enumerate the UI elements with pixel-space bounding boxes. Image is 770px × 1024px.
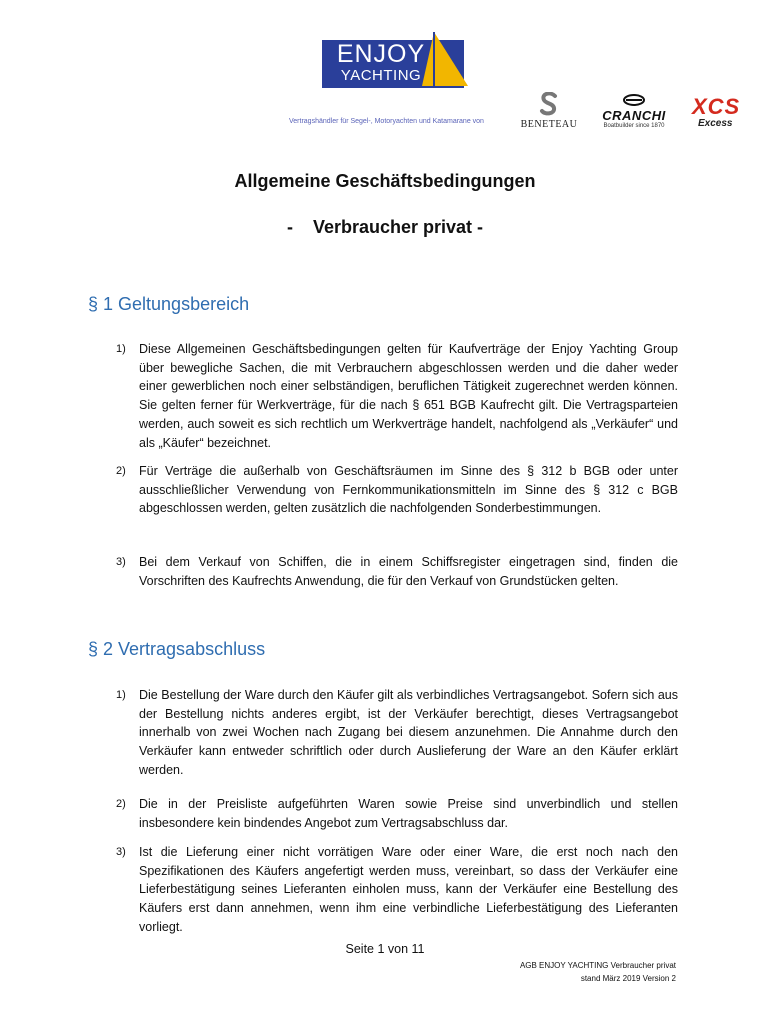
item-text: Diese Allgemeinen Geschäftsbedingungen gelten für Kaufverträge der Enjoy Yachting Group über bewegliche Sachen, die mit Verbrauchern abgeschlossen werden und die daher weder einer gewerblichen noch einer selbständigen, beruflichen Tätigkeit zugerechnet werden können. Sie gelten ferner für Werkverträge, für die nach § 651 BGB Kaufrecht gilt. Die Vertragsparteien werden, auch soweit es sich rechtlich um Werkverträge handelt, nachfolgend als „Verkäufer“ und als „Käufer“ bezeichnet. [139,342,678,450]
section-heading: § 2 Vertragsabschluss [88,639,266,659]
logo-line-1: ENJOY [336,40,426,68]
document-title: Allgemeine Geschäftsbedingungen [234,171,536,191]
document-subtitle: - Verbraucher privat - [286,217,484,237]
footer-note [520,959,676,985]
item-text: Für Verträge die außerhalb von Geschäftsräumen im Sinne des § 312 b BGB oder unter ausschließlicher Verwendung von Fernkommunikationsmitteln im Sinne des § 312 c BGB abgeschlossen werden, gelten zusätzlich die nachfolgenden Sonderbestimmungen. [139,464,678,516]
item-text: Die Bestellung der Ware durch den Käufer gilt als verbindliches Vertragsangebot. Sofern sich aus der Bestellung nichts anderes ergibt, ist der Verkäufer berechtigt, dieses Vertragsangebot innerhalb von zwei Wochen nach Zugang bei diesem anzunehmen. Die Annahme durch den Verkäufer kann entweder schriftlich oder durch Auslieferung der Ware an den Käufer erklärt werden. [139,688,678,777]
item-number: 2) [116,465,126,477]
tagline: Vertragshändler für Segel-, Motoryachten und Katamarane von [289,118,484,125]
cranchi-emblem-icon [622,94,646,106]
section-heading: § 1 Geltungsbereich [88,294,250,314]
item-text: Bei dem Verkauf von Schiffen, die in einem Schiffsregister eingetragen sind, finden die Vorschriften des Kaufrechts Anwendung, die für den Verkauf von Grundstücken gelten. [139,555,678,588]
page-number: Seite 1 von 11 [345,942,425,956]
beneteau-s-icon [538,92,560,116]
cranchi-subtitle: Boatbuilder since 1870 [603,123,665,129]
item-number: 1) [116,343,126,355]
sail-logo-icon [420,30,472,92]
item-number: 2) [116,798,126,810]
item-number: 3) [116,556,126,568]
xcs-subtitle: Excess [698,118,733,129]
beneteau-name: BENETEAU [520,119,578,130]
footer-note-line-1: AGB ENJOY YACHTING Verbraucher privat [519,961,676,970]
footer-note-line-2: stand März 2019 Version 2 [580,974,676,983]
cranchi-name: CRANCHI [602,108,666,123]
item-text: Ist die Lieferung einer nicht vorrätigen Ware oder einer Ware, die erst noch nach den Spezifikationen des Käufers angefertigt werden muss, vereinbart, so dass der Verkäufer eine Lieferbestätigung seines Lieferanten einholen muss, kann der Verkäufer eine Bestellung des Käufers erst dann annehmen, wenn ihm eine verbindliche Lieferbestätigung des Lieferanten vorliegt. [139,845,678,934]
item-number: 3) [116,846,126,858]
logo-line-2: YACHTING [340,67,422,84]
item-text: Die in der Preisliste aufgeführten Waren sowie Preise sind unverbindlich und stellen insbesondere kein bindendes Angebot zum Vertragsabschluss dar. [139,797,678,830]
xcs-name: XCS [692,94,741,119]
item-number: 1) [116,689,126,701]
